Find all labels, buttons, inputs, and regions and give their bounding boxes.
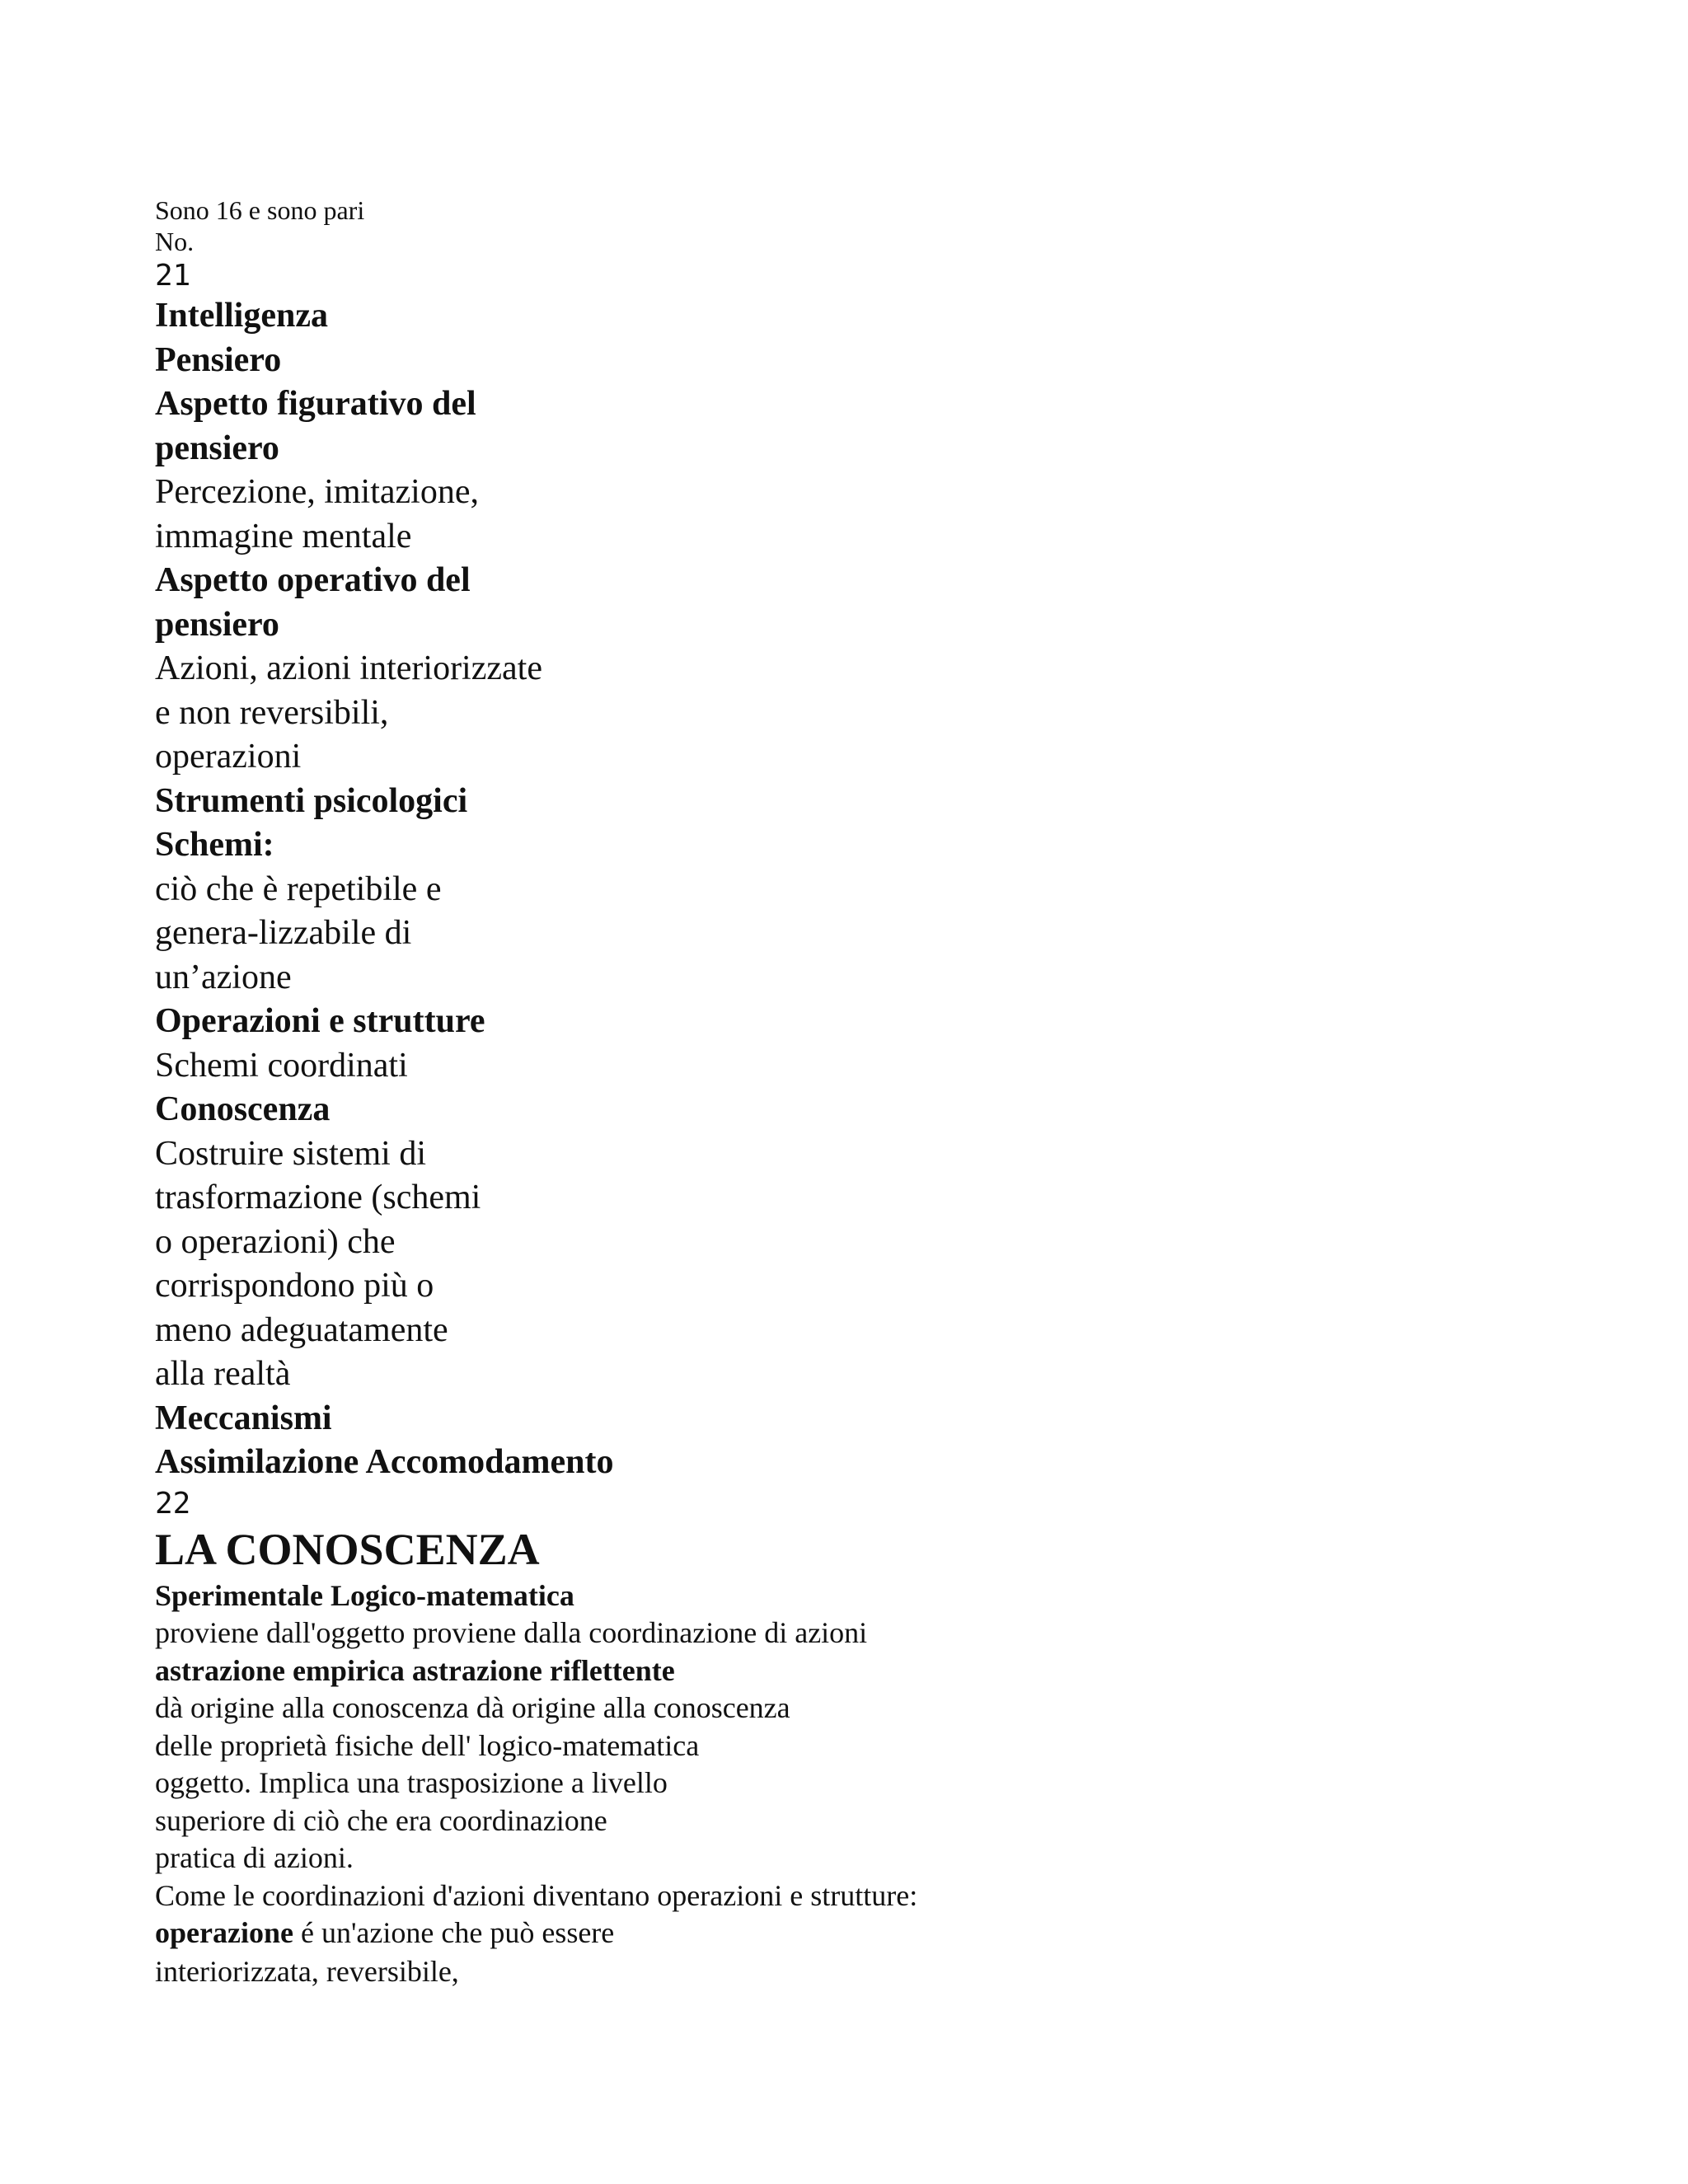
text-line: pratica di azioni. — [155, 1841, 354, 1874]
text-line: ciò che è repetibile e — [155, 869, 442, 908]
text-line: Intelligenza — [155, 297, 328, 335]
text-line: immagine mentale — [155, 517, 412, 555]
text-line: trasformazione (schemi — [155, 1179, 481, 1216]
text-line: un’azione — [155, 958, 292, 996]
text-line: pensiero — [155, 429, 279, 467]
text-line: Come le coordinazioni d'azioni diventano operazioni e strutture: — [155, 1878, 918, 1912]
text-line: astrazione empirica astrazione riflettente — [155, 1654, 675, 1687]
text-line: operazioni — [155, 738, 302, 776]
operazione-term: operazione — [155, 1916, 293, 1949]
text-line: o operazioni) che — [155, 1222, 396, 1261]
text-line: Costruire sistemi di — [155, 1134, 426, 1173]
text-line: Percezione, imitazione, — [155, 473, 479, 511]
text-line: 21 — [155, 259, 191, 293]
text-line: dà origine alla conoscenza dà origine alla conoscenza — [155, 1691, 790, 1724]
text-line: meno adeguatamente — [155, 1310, 448, 1349]
text-line: Aspetto operativo del — [155, 561, 471, 599]
text-line: Assimilazione Accomodamento — [155, 1443, 614, 1481]
text-line: Schemi coordinati — [155, 1046, 408, 1085]
text-line: superiore di ciò che era coordinazione — [155, 1803, 607, 1837]
text-line: genera-lizzabile di — [155, 914, 412, 952]
text-line: Pensiero — [155, 340, 282, 379]
text-line: LA CONOSCENZA — [155, 1524, 540, 1574]
text-line: e non reversibili, — [155, 693, 389, 732]
text-line: Strumenti psicologici — [155, 781, 468, 820]
text-line: Conoscenza — [155, 1090, 331, 1128]
text-line: proviene dall'oggetto proviene dalla coordinazione di azioni — [155, 1615, 868, 1649]
text-line: No. — [155, 227, 195, 256]
text-line: Sono 16 e sono pari — [155, 195, 365, 225]
operazione-definition: é un'azione che può essere — [293, 1916, 615, 1949]
document-body — [155, 194, 1606, 1915]
text-line: pensiero — [155, 605, 279, 644]
text-line: delle proprietà fisiche dell' logico-matematica — [155, 1728, 700, 1762]
text-line: corrispondono più o — [155, 1267, 434, 1305]
text-line: Operazioni e strutture — [155, 1002, 485, 1040]
text-line: alla realtà — [155, 1355, 291, 1393]
text-line: Aspetto figurativo del — [155, 385, 476, 423]
final-line: interiorizzata, reversibile, — [155, 1954, 459, 1988]
text-line: Sperimentale Logico-matematica — [155, 1578, 574, 1612]
text-line: Azioni, azioni interiorizzate — [155, 649, 542, 687]
document-page — [155, 194, 1606, 1990]
text-line: oggetto. Implica una trasposizione a livello — [155, 1766, 668, 1799]
text-line: Meccanismi — [155, 1399, 332, 1437]
text-line: 22 — [155, 1486, 191, 1521]
operazione-line — [155, 1915, 1606, 1952]
text-line: Schemi: — [155, 826, 274, 864]
